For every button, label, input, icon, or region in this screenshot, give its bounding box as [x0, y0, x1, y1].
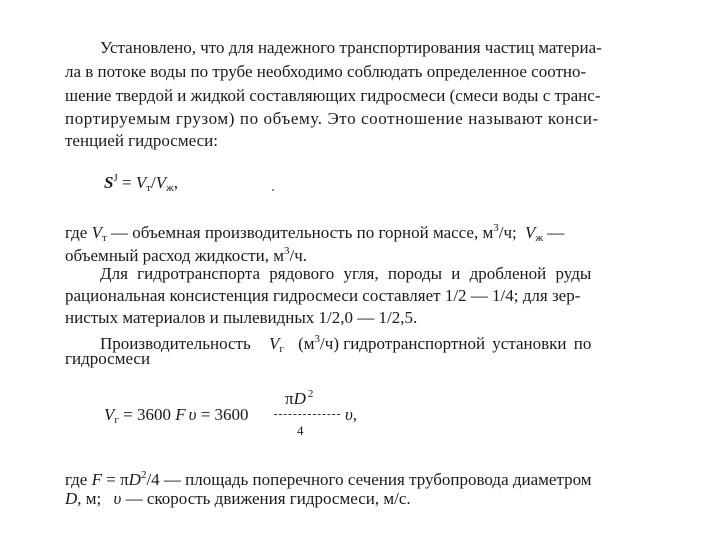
where-1-sup: 3	[493, 222, 499, 234]
formula-2-num-sup: 2	[307, 388, 314, 400]
consistency-formula	[104, 172, 178, 194]
formula-2-lhs: V	[104, 405, 115, 424]
paragraph-3-unit-close: /ч)	[320, 334, 339, 353]
paragraph-1-line-2	[65, 62, 586, 82]
where-1-line-2-text: объемный расход жидкости, м	[65, 246, 284, 265]
formula-2-eq-2: = 3600	[200, 405, 249, 424]
formula-2-v: υ	[188, 405, 197, 424]
paragraph-1-line-3	[65, 86, 600, 106]
where-2-gde: где	[65, 470, 88, 489]
formula-1-lhs-sup: J	[113, 172, 118, 184]
paragraph-1-line-2-text: ла в потоке воды по трубе необходимо соблюдать определенное соотно-	[65, 62, 587, 81]
paragraph-3-line-1	[100, 329, 591, 359]
paragraph-2-line-1	[100, 264, 591, 284]
paragraph-3-v: V	[268, 334, 280, 353]
where-2-rest: /4 — площадь поперечного сечения трубопровода диаметром	[146, 470, 592, 489]
paragraph-2-line-3-text: нистых материалов и пылевидных 1/2,0 — 1/2,5.	[65, 308, 418, 327]
where-1-gde: где	[65, 223, 88, 242]
formula-1-slash: /	[151, 173, 156, 192]
where-2-pi: π	[120, 470, 129, 489]
where-1-dash: —	[547, 223, 565, 242]
paragraph-3-word-1: Производительность	[100, 334, 251, 353]
where-2-line-2-rest: — скорость движения гидросмеси, м/с.	[125, 489, 411, 508]
formula-1-tail: ,	[173, 173, 179, 192]
formula-2-tail	[345, 405, 357, 425]
paragraph-1-line-5-text: тенцией гидросмеси:	[65, 131, 218, 150]
formula-1-v1-sub: т	[146, 182, 152, 194]
formula-2-tail-v: υ,	[345, 405, 358, 424]
paragraph-1-line-4-text: портируемым грузом) по объему. Это соотношение называют конси-	[65, 109, 599, 128]
where-1-v: V	[91, 223, 102, 242]
paragraph-2-line-2-text: рациональная консистенция гидросмеси составляет 1/2 — 1/4; для зер-	[65, 286, 581, 305]
where-1-line-2-unit: /ч.	[289, 246, 307, 265]
formula-1-v2: V	[155, 173, 167, 192]
formula-2-num-pi: π	[285, 389, 294, 408]
paragraph-2-line-1-text: Для гидротранспорта рядового угля, породы и дробленой руды	[100, 264, 592, 283]
formula-2-denominator	[297, 423, 304, 439]
where-2-F: F	[91, 470, 102, 489]
where-1-v-sub: т	[101, 232, 107, 244]
flow-rate-formula-lhs	[104, 405, 249, 426]
formula-2-lhs-sub: г	[114, 414, 119, 426]
paragraph-1-line-3-text: шение твердой и жидкой составляющих гидросмеси (смеси воды с транс-	[65, 86, 601, 105]
where-2-D: D	[128, 470, 141, 489]
paragraph-3-line-2-text: гидросмеси	[65, 349, 151, 368]
formula-2-num-D: D	[293, 389, 306, 408]
paragraph-1-line-5	[65, 131, 218, 151]
formula-2-numerator	[285, 388, 313, 409]
paragraph-3-rest: гидротранспортной установки по	[343, 334, 592, 353]
where-2-eq: =	[106, 470, 116, 489]
where-1-v2-sub: ж	[535, 232, 543, 244]
paragraph-3-unit-open: (м	[298, 334, 315, 353]
paragraph-3-v-sub: г	[279, 343, 284, 355]
scan-speck	[272, 189, 274, 191]
paragraph-1-line-4	[65, 109, 599, 129]
paragraph-2-line-3	[65, 308, 417, 328]
paragraph-2-line-2	[65, 286, 580, 306]
where-1-text: — объемная производительность по горной массе, м	[111, 223, 494, 242]
where-2-line-2-D: D,	[65, 489, 82, 508]
formula-1-eq: =	[122, 173, 132, 192]
formula-2-eq-1: = 3600	[123, 405, 171, 424]
paragraph-3-line-2	[65, 349, 150, 369]
where-2-line-2	[65, 489, 411, 509]
paragraph-1-line-1-text: Установлено, что для надежного транспортирования частиц материа-	[100, 38, 602, 57]
formula-2-fraction-bar	[274, 414, 340, 415]
where-2-line-1	[65, 465, 592, 490]
where-2-line-2-m: м;	[85, 489, 102, 508]
formula-2-F: F	[175, 405, 186, 424]
paragraph-1-line-1	[100, 38, 686, 58]
where-1-line-2	[65, 241, 307, 266]
where-1-line-2-sup: 3	[283, 245, 290, 257]
where-2-line-2-v: υ	[113, 489, 122, 508]
where-1-unit: /ч;	[498, 223, 517, 242]
where-1-v2: V	[524, 223, 536, 242]
formula-1-v1: V	[135, 173, 147, 192]
paragraph-3-sup: 3	[314, 333, 321, 345]
formula-2-den: 4	[297, 423, 304, 438]
where-2-sup: 2	[140, 469, 147, 481]
formula-1-lhs: S	[104, 173, 114, 192]
formula-1-v2-sub: ж	[166, 182, 174, 194]
